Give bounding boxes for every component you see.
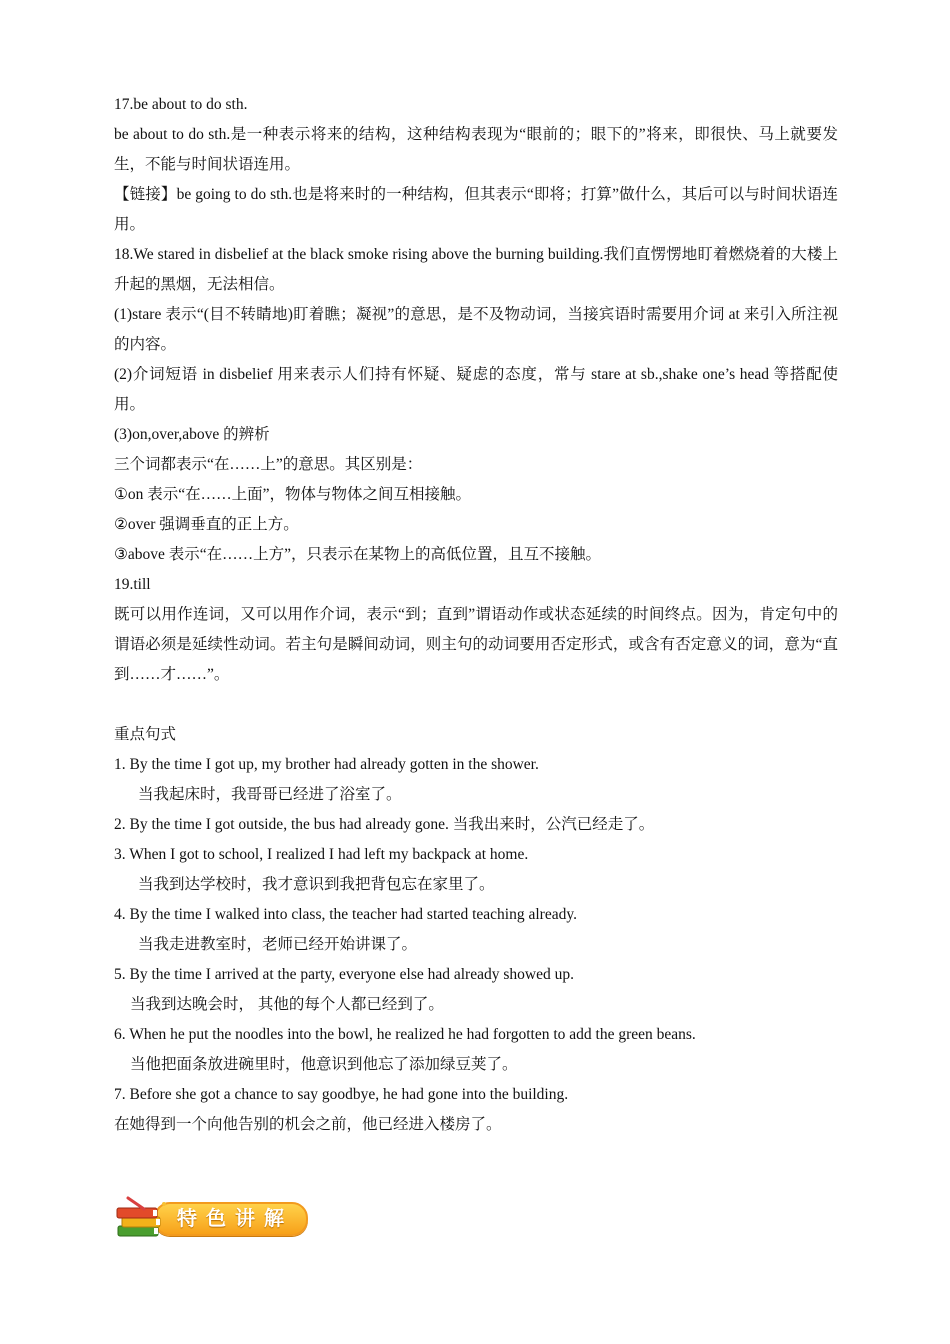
comparison-on: ①on 表示“在……上面”，物体与物体之间互相接触。 bbox=[114, 486, 472, 503]
sentence-7-zh: 在她得到一个向他告别的机会之前，他已经进入楼房了。 bbox=[114, 1116, 502, 1133]
sentence-2: 2. By the time I got outside, the bus had already gone. 当我出来时，公汽已经走了。 bbox=[114, 816, 655, 833]
sentence-6-zh: 当他把面条放进碗里时，他意识到他忘了添加绿豆荚了。 bbox=[130, 1056, 518, 1073]
sentence-5-zh: 当我到达晚会时， 其他的每个人都已经到了。 bbox=[130, 996, 444, 1013]
section-title: 重点句式 bbox=[114, 726, 177, 743]
sentence-4-en: 4. By the time I walked into class, the teacher had started teaching already. bbox=[114, 906, 577, 923]
item-18-note-3: (3)on,over,above 的辨析 bbox=[114, 426, 270, 443]
sentence-3-en: 3. When I got to school, I realized I had left my backpack at home. bbox=[114, 846, 529, 863]
item-17-heading: 17.be about to do sth. bbox=[114, 96, 248, 113]
sentence-5-en: 5. By the time I arrived at the party, everyone else had already showed up. bbox=[114, 966, 574, 983]
item-18-note-2: (2)介词短语 in disbelief 用来表示人们持有怀疑、疑虑的态度，常与 stare at sb.,shake one’s head 等搭配使用。 bbox=[114, 366, 838, 413]
comparison-above: ③above 表示“在……上方”，只表示在某物上的高低位置，且互不接触。 bbox=[114, 546, 602, 563]
sentence-3-zh: 当我到达学校时，我才意识到我把背包忘在家里了。 bbox=[138, 876, 495, 893]
item-18-heading: 18.We stared in disbelief at the black smoke rising above the burning building.我们直愣愣地盯着燃烧着的大楼上升起的黑烟，无法相信。 bbox=[114, 246, 838, 293]
item-17-link-note: 【链接】be going to do sth.也是将来时的一种结构，但其表示“即将；打算”做什么，其后可以与时间状语连用。 bbox=[114, 186, 838, 233]
item-17-explanation: be about to do sth.是一种表示将来的结构，这种结构表现为“眼前的；眼下的”将来，即很快、马上就要发生，不能与时间状语连用。 bbox=[114, 126, 838, 173]
comparison-over: ②over 强调垂直的正上方。 bbox=[114, 516, 299, 533]
item-19-heading: 19.till bbox=[114, 576, 151, 593]
sentence-6-en: 6. When he put the noodles into the bowl, he realized he had forgotten to add the green beans. bbox=[114, 1026, 696, 1043]
item-18-note-1: (1)stare 表示“(目不转睛地)盯着瞧；凝视”的意思，是不及物动词，当接宾语时需要用介词 at 来引入所注视的内容。 bbox=[114, 306, 838, 353]
comparison-intro: 三个词都表示“在……上”的意思。其区别是： bbox=[114, 456, 423, 473]
sentence-1-en: 1. By the time I got up, my brother had already gotten in the shower. bbox=[114, 756, 539, 773]
sentence-4-zh: 当我走进教室时，老师已经开始讲课了。 bbox=[138, 936, 418, 953]
item-19-explanation: 既可以用作连词，又可以用作介词，表示“到；直到”谓语动作或状态延续的时间终点。因为，肯定句中的谓语必须是延续性动词。若主句是瞬间动词，则主句的动词要用否定形式，或含有否定意义的词，意为“直到……才……”。 bbox=[114, 606, 838, 683]
feature-badge bbox=[114, 1196, 310, 1242]
books-icon bbox=[114, 1196, 174, 1242]
sentence-1-zh: 当我起床时，我哥哥已经进了浴室了。 bbox=[138, 786, 402, 803]
sentence-7-en: 7. Before she got a chance to say goodbye, he had gone into the building. bbox=[114, 1086, 569, 1103]
badge-label: 特色讲解 bbox=[177, 1206, 293, 1230]
document-body bbox=[114, 90, 838, 1140]
